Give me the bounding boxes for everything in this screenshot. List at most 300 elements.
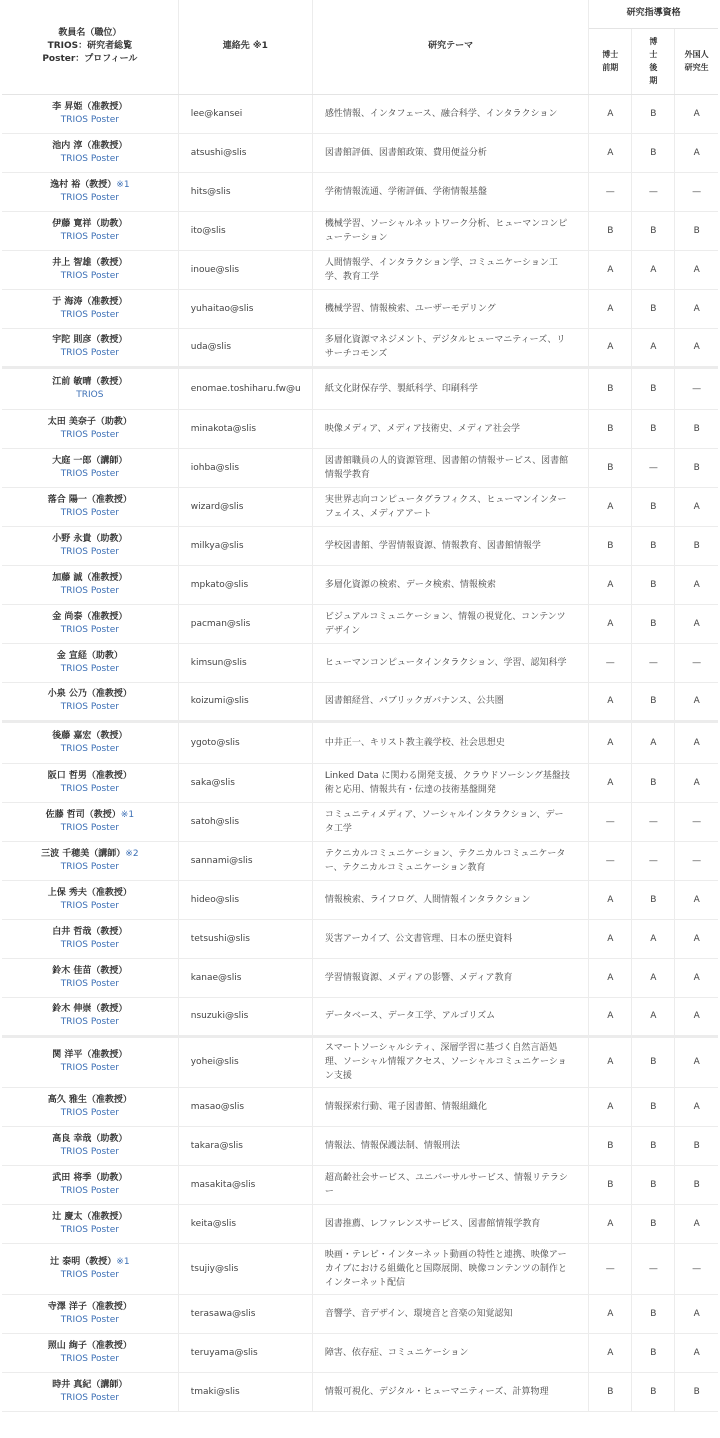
- qual-doctor: A: [632, 721, 675, 763]
- email-cell: tmaki@slis: [178, 1372, 312, 1411]
- table-row: [2, 328, 718, 367]
- qual-master: A: [589, 880, 632, 919]
- qual-master: A: [589, 1294, 632, 1333]
- table-row: [2, 604, 718, 643]
- qual-foreign: B: [675, 1126, 718, 1165]
- research-theme: 多層化資源の検索、データ検索、情報検索: [312, 565, 588, 604]
- profile-links[interactable]: TRIOS Poster: [60, 348, 119, 358]
- qual-master: B: [589, 1372, 632, 1411]
- qual-doctor: B: [632, 1126, 675, 1165]
- name-cell: [2, 1036, 178, 1087]
- table-row: [2, 880, 718, 919]
- research-theme: ヒューマンコンピュータインタラクション、学習、認知科学: [312, 643, 588, 682]
- profile-links[interactable]: TRIOS Poster: [60, 429, 119, 440]
- qual-doctor: —: [632, 1243, 675, 1294]
- name-cell: [2, 211, 178, 250]
- research-theme: Linked Data に関わる開発支援、クラウドソーシング基盤技術と応用、情報共有・伝達の技術基盤開発: [312, 763, 588, 802]
- qual-doctor: B: [632, 1165, 675, 1204]
- profile-links[interactable]: TRIOS Poster: [60, 114, 119, 125]
- qual-doctor: B: [632, 1087, 675, 1126]
- faculty-name: 武田 将季（助教）: [52, 1172, 128, 1183]
- faculty-name: 伊藤 寛祥（助教）: [52, 218, 128, 229]
- research-theme: 図書館評価、図書館政策、費用便益分析: [312, 133, 588, 172]
- qual-foreign: —: [675, 643, 718, 682]
- qual-foreign: —: [675, 841, 718, 880]
- header-name-line1: 教員名（職位）: [58, 28, 122, 39]
- qual-foreign: A: [675, 1204, 718, 1243]
- qual-master: A: [589, 250, 632, 289]
- qual-doctor: B: [632, 1333, 675, 1372]
- email-cell: keita@slis: [178, 1204, 312, 1243]
- table-row: [2, 1243, 718, 1294]
- email-cell: koizumi@slis: [178, 682, 312, 721]
- qual-foreign: A: [675, 682, 718, 721]
- qual-master: A: [589, 328, 632, 367]
- profile-links[interactable]: TRIOS Poster: [60, 1063, 119, 1073]
- header-contact-label: 連絡先: [222, 41, 250, 52]
- qual-doctor: A: [632, 328, 675, 367]
- qual-doctor: B: [632, 1294, 675, 1333]
- profile-links[interactable]: TRIOS Poster: [60, 1017, 119, 1027]
- profile-links[interactable]: TRIOS Poster: [60, 309, 119, 320]
- email-cell: yuhaitao@slis: [178, 289, 312, 328]
- table-row: [2, 526, 718, 565]
- qual-doctor: A: [632, 250, 675, 289]
- faculty-name: 李 昇姫（准教授）: [52, 101, 128, 112]
- name-cell: [2, 682, 178, 721]
- profile-links[interactable]: TRIOS Poster: [60, 1353, 119, 1364]
- profile-links[interactable]: TRIOS Poster: [60, 978, 119, 989]
- header-doctor-l3: 後: [649, 63, 658, 72]
- qual-foreign: A: [675, 721, 718, 763]
- footnote-mark: ※1: [116, 1256, 130, 1267]
- profile-links[interactable]: TRIOS Poster: [60, 822, 119, 833]
- research-theme: 障害、依存症、コミュニケーション: [312, 1333, 588, 1372]
- table-row: [2, 1087, 718, 1126]
- table-row: [2, 997, 718, 1036]
- faculty-name: 池内 淳（准教授）: [52, 140, 128, 151]
- research-theme: 映像メディア、メディア技術史、メディア社会学: [312, 409, 588, 448]
- header-foreign-l2: 研究生: [684, 63, 709, 72]
- research-theme: テクニカルコミュニケーション、テクニカルコミュニケーター、テクニカルコミュニケーション教育: [312, 841, 588, 880]
- faculty-name: 寺澤 洋子（准教授）: [47, 1301, 132, 1312]
- qual-foreign: A: [675, 250, 718, 289]
- qual-doctor: B: [632, 487, 675, 526]
- name-cell: [2, 604, 178, 643]
- faculty-name: 鈴木 伸崇（教授）: [52, 1004, 128, 1014]
- email-cell: lee@kansei: [178, 94, 312, 133]
- table-row: [2, 409, 718, 448]
- research-theme: 情報可視化、デジタル・ヒューマニティーズ、計算物理: [312, 1372, 588, 1411]
- name-cell: [2, 409, 178, 448]
- table-row: [2, 841, 718, 880]
- name-cell: [2, 1294, 178, 1333]
- table-row: [2, 565, 718, 604]
- header-foreign: [675, 28, 718, 94]
- qual-doctor: —: [632, 643, 675, 682]
- qual-foreign: A: [675, 1294, 718, 1333]
- name-cell: [2, 250, 178, 289]
- email-cell: terasawa@slis: [178, 1294, 312, 1333]
- table-row: [2, 172, 718, 211]
- header-doctor-l1: 博: [649, 37, 658, 46]
- profile-links[interactable]: TRIOS Poster: [60, 939, 119, 950]
- faculty-name: 辻 慶太（准教授）: [52, 1211, 128, 1222]
- qual-doctor: B: [632, 604, 675, 643]
- header-contact: [178, 0, 312, 94]
- faculty-name: 白井 哲哉（教授）: [52, 926, 128, 937]
- qual-master: —: [589, 802, 632, 841]
- faculty-name: 照山 絢子（准教授）: [47, 1340, 132, 1351]
- email-cell: yohei@slis: [178, 1036, 312, 1087]
- faculty-name: 阪口 哲男（准教授）: [47, 770, 132, 781]
- name-cell: [2, 802, 178, 841]
- qual-doctor: B: [632, 682, 675, 721]
- qual-master: —: [589, 841, 632, 880]
- research-theme: 実世界志向コンピュータグラフィクス、ヒューマンインターフェイス、メディアアート: [312, 487, 588, 526]
- qual-foreign: —: [675, 172, 718, 211]
- qual-master: —: [589, 172, 632, 211]
- qual-doctor: B: [632, 763, 675, 802]
- header-doctor: [632, 28, 675, 94]
- qual-foreign: A: [675, 94, 718, 133]
- faculty-name: 金 宣経（助教）: [56, 650, 123, 661]
- email-cell: tsujiy@slis: [178, 1243, 312, 1294]
- qual-master: A: [589, 919, 632, 958]
- qual-doctor: B: [632, 880, 675, 919]
- research-theme: データベース、データ工学、アルゴリズム: [312, 997, 588, 1036]
- qual-foreign: A: [675, 487, 718, 526]
- table-row: [2, 802, 718, 841]
- qual-master: A: [589, 763, 632, 802]
- qual-master: A: [589, 958, 632, 997]
- qual-master: B: [589, 211, 632, 250]
- research-theme: コミュニティメディア、ソーシャルインタラクション、データ工学: [312, 802, 588, 841]
- name-cell: [2, 1087, 178, 1126]
- qual-master: A: [589, 565, 632, 604]
- qual-doctor: B: [632, 526, 675, 565]
- header-doctor-l2: 士: [649, 50, 658, 59]
- qual-doctor: B: [632, 367, 675, 409]
- header-name: [2, 0, 178, 94]
- profile-links[interactable]: TRIOS: [76, 389, 104, 400]
- research-theme: 超高齢社会サービス、ユニバーサルサービス、情報リテラシー: [312, 1165, 588, 1204]
- profile-links[interactable]: TRIOS Poster: [60, 270, 119, 281]
- header-name-line2: TRIOS：研究者総覧: [47, 41, 133, 52]
- qual-doctor: B: [632, 1204, 675, 1243]
- research-theme: 図書館職員の人的資源管理、図書館の情報サービス、図書館情報学教育: [312, 448, 588, 487]
- email-cell: iohba@slis: [178, 448, 312, 487]
- faculty-name: 高久 雅生（准教授）: [47, 1094, 132, 1105]
- table-row: [2, 448, 718, 487]
- qual-foreign: A: [675, 1036, 718, 1087]
- profile-links[interactable]: TRIOS Poster: [60, 585, 119, 596]
- research-theme: 人間情報学、インタラクション学、コミュニケーション工学、教育工学: [312, 250, 588, 289]
- faculty-name: 鈴木 佳苗（教授）: [52, 965, 128, 976]
- email-cell: minakota@slis: [178, 409, 312, 448]
- name-cell: [2, 328, 178, 367]
- name-cell: [2, 1204, 178, 1243]
- name-cell: [2, 841, 178, 880]
- name-cell: [2, 565, 178, 604]
- qual-foreign: B: [675, 448, 718, 487]
- table-body: [2, 94, 718, 1411]
- qual-doctor: B: [632, 565, 675, 604]
- header-master: [589, 28, 632, 94]
- research-theme: 情報検索、ライフログ、人間情報インタラクション: [312, 880, 588, 919]
- qual-master: B: [589, 448, 632, 487]
- table-row: [2, 958, 718, 997]
- qual-doctor: A: [632, 997, 675, 1036]
- table-row: [2, 289, 718, 328]
- qual-foreign: A: [675, 133, 718, 172]
- name-cell: [2, 133, 178, 172]
- email-cell: atsushi@slis: [178, 133, 312, 172]
- faculty-name: 上保 秀夫（准教授）: [47, 887, 132, 898]
- email-cell: uda@slis: [178, 328, 312, 367]
- name-cell: [2, 289, 178, 328]
- research-theme: ビジュアルコミュニケーション、情報の視覚化、コンテンツデザイン: [312, 604, 588, 643]
- faculty-name: 井上 智雄（教授）: [52, 257, 128, 268]
- name-cell: [2, 721, 178, 763]
- faculty-table: [2, 0, 718, 1412]
- research-theme: 映画・テレビ・インターネット動画の特性と連携、映像アーカイブにおける組織化と国際展開、映像コンテンツの制作とインターネット配信: [312, 1243, 588, 1294]
- qual-foreign: —: [675, 802, 718, 841]
- faculty-name: 宇陀 則彦（教授）: [52, 335, 128, 345]
- profile-links[interactable]: TRIOS Poster: [60, 1269, 119, 1280]
- faculty-name: 于 海涛（准教授）: [52, 296, 128, 307]
- email-cell: nsuzuki@slis: [178, 997, 312, 1036]
- qual-foreign: A: [675, 1333, 718, 1372]
- qual-foreign: B: [675, 409, 718, 448]
- qual-master: B: [589, 526, 632, 565]
- table-row: [2, 1036, 718, 1087]
- profile-links[interactable]: TRIOS Poster: [60, 1392, 119, 1403]
- header-doctor-l4: 期: [649, 76, 658, 85]
- header-contact-mark: ※1: [252, 41, 268, 52]
- qual-master: A: [589, 1204, 632, 1243]
- research-theme: 紙文化財保存学、製紙科学、印刷科学: [312, 367, 588, 409]
- profile-links[interactable]: TRIOS Poster: [60, 507, 119, 518]
- faculty-name: 太田 美奈子（助教）: [47, 416, 132, 427]
- name-cell: [2, 1243, 178, 1294]
- header-master-l2: 前期: [602, 63, 619, 72]
- profile-links[interactable]: TRIOS Poster: [60, 624, 119, 635]
- table-row: [2, 487, 718, 526]
- qual-doctor: B: [632, 1036, 675, 1087]
- research-theme: 情報法、情報保護法制、情報刑法: [312, 1126, 588, 1165]
- profile-links[interactable]: TRIOS Poster: [60, 702, 119, 712]
- name-cell: [2, 643, 178, 682]
- name-cell: [2, 919, 178, 958]
- name-cell: [2, 880, 178, 919]
- header-theme: 研究テーマ: [312, 0, 588, 94]
- qual-doctor: A: [632, 958, 675, 997]
- table-row: [2, 133, 718, 172]
- research-theme: 学術情報流通、学術評価、学術情報基盤: [312, 172, 588, 211]
- faculty-name: 辻 泰明（教授）: [50, 1256, 117, 1267]
- research-theme: 災害アーカイブ、公文書管理、日本の歴史資料: [312, 919, 588, 958]
- qual-doctor: —: [632, 172, 675, 211]
- research-theme: 音響学、音デザイン、環境音と音楽の知覚認知: [312, 1294, 588, 1333]
- qual-foreign: —: [675, 1243, 718, 1294]
- email-cell: enomae.toshiharu.fw@u: [178, 367, 312, 409]
- faculty-name: 小泉 公乃（准教授）: [47, 689, 132, 699]
- qual-master: A: [589, 94, 632, 133]
- research-theme: 学校図書館、学習情報資源、情報教育、図書館情報学: [312, 526, 588, 565]
- qual-master: A: [589, 133, 632, 172]
- profile-links[interactable]: TRIOS Poster: [60, 900, 119, 911]
- email-cell: tetsushi@slis: [178, 919, 312, 958]
- email-cell: inoue@slis: [178, 250, 312, 289]
- name-cell: [2, 997, 178, 1036]
- qual-doctor: B: [632, 211, 675, 250]
- qual-doctor: —: [632, 448, 675, 487]
- email-cell: ito@slis: [178, 211, 312, 250]
- qual-master: A: [589, 721, 632, 763]
- qual-foreign: A: [675, 997, 718, 1036]
- faculty-name: 時井 真紀（講師）: [52, 1379, 128, 1390]
- faculty-name: 落合 陽一（准教授）: [47, 494, 132, 505]
- name-cell: [2, 487, 178, 526]
- email-cell: masao@slis: [178, 1087, 312, 1126]
- qual-foreign: B: [675, 1372, 718, 1411]
- qual-master: A: [589, 1036, 632, 1087]
- qual-doctor: B: [632, 133, 675, 172]
- qual-master: B: [589, 367, 632, 409]
- footnote-mark: ※2: [125, 848, 139, 859]
- qual-doctor: B: [632, 1372, 675, 1411]
- profile-links[interactable]: TRIOS Poster: [60, 663, 119, 674]
- qual-foreign: B: [675, 1165, 718, 1204]
- email-cell: pacman@slis: [178, 604, 312, 643]
- email-cell: ygoto@slis: [178, 721, 312, 763]
- qual-doctor: —: [632, 802, 675, 841]
- name-cell: [2, 1333, 178, 1372]
- table-row: [2, 1333, 718, 1372]
- research-theme: 多層化資源マネジメント、デジタルヒューマニティーズ、リサーチコモンズ: [312, 328, 588, 367]
- faculty-name: 佐藤 哲司（教授）: [45, 809, 121, 820]
- name-cell: [2, 958, 178, 997]
- profile-links[interactable]: TRIOS Poster: [60, 1224, 119, 1235]
- qual-master: B: [589, 409, 632, 448]
- qual-foreign: A: [675, 958, 718, 997]
- qual-doctor: B: [632, 289, 675, 328]
- research-theme: 中井正一、キリスト教主義学校、社会思想史: [312, 721, 588, 763]
- header-master-l1: 博士: [602, 50, 619, 59]
- table-row: [2, 643, 718, 682]
- profile-links[interactable]: TRIOS Poster: [60, 192, 119, 203]
- qual-foreign: —: [675, 367, 718, 409]
- faculty-name: 関 洋平（准教授）: [52, 1050, 128, 1060]
- header-name-line3: Poster：プロフィール: [42, 54, 138, 65]
- email-cell: satoh@slis: [178, 802, 312, 841]
- qual-foreign: A: [675, 919, 718, 958]
- faculty-name: 高良 幸哉（助教）: [52, 1133, 128, 1144]
- profile-links[interactable]: TRIOS Poster: [60, 1107, 119, 1118]
- qual-master: A: [589, 1087, 632, 1126]
- qual-foreign: A: [675, 1087, 718, 1126]
- footnote-mark: ※1: [116, 179, 130, 190]
- profile-links[interactable]: TRIOS Poster: [60, 468, 119, 479]
- faculty-name: 後藤 嘉宏（教授）: [52, 730, 128, 741]
- faculty-name: 江前 敏晴（教授）: [52, 376, 128, 387]
- table-row: [2, 721, 718, 763]
- table-row: [2, 367, 718, 409]
- qual-foreign: A: [675, 565, 718, 604]
- name-cell: [2, 172, 178, 211]
- profile-links[interactable]: TRIOS Poster: [60, 231, 119, 242]
- name-cell: [2, 526, 178, 565]
- email-cell: teruyama@slis: [178, 1333, 312, 1372]
- header-group-qualification: 研究指導資格: [589, 0, 718, 28]
- research-theme: スマートソーシャルシティ、深層学習に基づく自然言語処理、ソーシャル情報アクセス、ソーシャルコミュニケーション支援: [312, 1036, 588, 1087]
- name-cell: [2, 1126, 178, 1165]
- qual-doctor: A: [632, 919, 675, 958]
- qual-master: B: [589, 1126, 632, 1165]
- footnote-mark: ※1: [120, 809, 135, 820]
- table-row: [2, 250, 718, 289]
- qual-master: —: [589, 643, 632, 682]
- profile-links[interactable]: TRIOS Poster: [60, 783, 119, 794]
- profile-links[interactable]: TRIOS Poster: [60, 1314, 119, 1325]
- profile-links[interactable]: TRIOS Poster: [60, 153, 119, 164]
- table-row: [2, 1372, 718, 1411]
- email-cell: kimsun@slis: [178, 643, 312, 682]
- email-cell: takara@slis: [178, 1126, 312, 1165]
- faculty-name: 大庭 一郎（講師）: [52, 455, 128, 466]
- email-cell: wizard@slis: [178, 487, 312, 526]
- email-cell: hits@slis: [178, 172, 312, 211]
- email-cell: kanae@slis: [178, 958, 312, 997]
- research-theme: 図書推薦、レファレンスサービス、図書館情報学教育: [312, 1204, 588, 1243]
- table-row: [2, 211, 718, 250]
- qual-master: —: [589, 1243, 632, 1294]
- qual-master: A: [589, 289, 632, 328]
- research-theme: 機械学習、情報検索、ユーザーモデリング: [312, 289, 588, 328]
- email-cell: sannami@slis: [178, 841, 312, 880]
- name-cell: [2, 1372, 178, 1411]
- table-row: [2, 763, 718, 802]
- profile-links[interactable]: TRIOS Poster: [60, 546, 119, 557]
- research-theme: 図書館経営、パブリックガバナンス、公共圏: [312, 682, 588, 721]
- profile-links[interactable]: TRIOS Poster: [60, 743, 119, 754]
- email-cell: hideo@slis: [178, 880, 312, 919]
- research-theme: 感性情報、インタフェース、融合科学、インタラクション: [312, 94, 588, 133]
- qual-foreign: A: [675, 763, 718, 802]
- table-row: [2, 682, 718, 721]
- table-row: [2, 1204, 718, 1243]
- qual-doctor: B: [632, 409, 675, 448]
- qual-foreign: A: [675, 880, 718, 919]
- qual-master: A: [589, 1333, 632, 1372]
- qual-master: A: [589, 487, 632, 526]
- email-cell: masakita@slis: [178, 1165, 312, 1204]
- faculty-name: 三波 千穂美（講師）: [41, 848, 126, 859]
- qual-master: A: [589, 604, 632, 643]
- email-cell: saka@slis: [178, 763, 312, 802]
- table-row: [2, 919, 718, 958]
- faculty-name: 小野 永貴（助教）: [52, 533, 128, 544]
- profile-links[interactable]: TRIOS Poster: [60, 1185, 119, 1196]
- qual-foreign: A: [675, 289, 718, 328]
- profile-links[interactable]: TRIOS Poster: [60, 861, 119, 872]
- qual-doctor: B: [632, 94, 675, 133]
- profile-links[interactable]: TRIOS Poster: [60, 1146, 119, 1157]
- name-cell: [2, 94, 178, 133]
- research-theme: 機械学習、ソーシャルネットワーク分析、ヒューマンコンピューテーション: [312, 211, 588, 250]
- email-cell: milkya@slis: [178, 526, 312, 565]
